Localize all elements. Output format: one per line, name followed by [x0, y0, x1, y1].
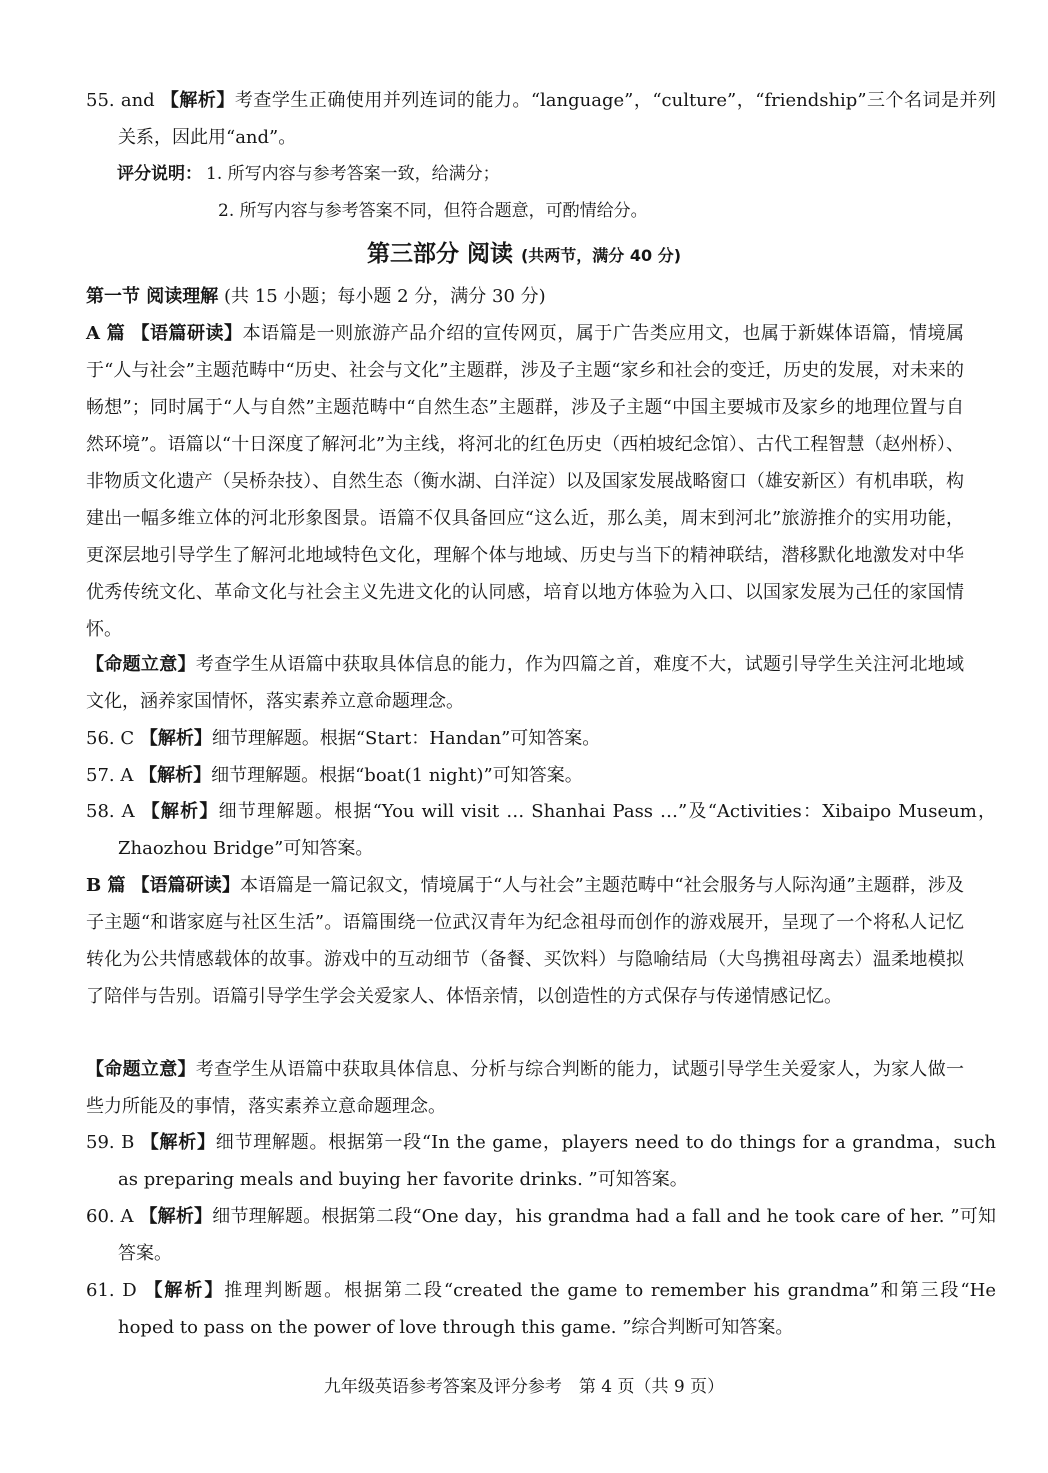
q61-tag: 【解析】 — [144, 1280, 225, 1301]
passage-b-intent — [86, 1051, 964, 1125]
q55-text: 考查学生正确使用并列连词的能力。“language”，“culture”，“friendship”三个名词是并列关系，因此用“and”。 — [118, 90, 996, 148]
q59-text: 细节理解题。根据第一段“In the game，players need to do things for a grandma，such as preparing meals and buying her favorite drinks. ”可知答案。 — [118, 1132, 996, 1190]
section1-title: 第一节 阅读理解 — [86, 286, 219, 307]
q58-tag: 【解析】 — [141, 801, 219, 822]
q57-number: 57. A — [86, 765, 134, 786]
passage-a-intent-text: 考查学生从语篇中获取具体信息的能力，作为四篇之首，难度不大，试题引导学生关注河北地域文化，涵养家国情怀，落实素养立意命题理念。 — [86, 654, 965, 712]
q60-number: 60. A — [86, 1206, 134, 1227]
q61-number: 61. D — [86, 1280, 137, 1301]
page-footer: 九年级英语参考答案及评分参考 第 4 页（共 9 页） — [323, 1377, 725, 1397]
q59-block — [86, 1124, 996, 1198]
q56-tag: 【解析】 — [139, 728, 212, 749]
part3-subtitle: (共两节，满分 40 分) — [520, 246, 682, 265]
q59-tag: 【解析】 — [140, 1132, 216, 1153]
q60-text: 细节理解题。根据第二段“One day，his grandma had a fall and he took care of her. ”可知答案。 — [118, 1206, 996, 1264]
passage-a-intent-tag: 【命题立意】 — [86, 654, 196, 675]
q57-text: 细节理解题。根据“boat(1 night)”可知答案。 — [211, 765, 583, 786]
passage-b-intent-text: 考查学生从语篇中获取具体信息、分析与综合判断的能力，试题引导学生关爱家人，为家人做一些力所能及的事情，落实素养立意命题理念。 — [86, 1059, 965, 1117]
q58-block — [86, 793, 996, 867]
q58-number: 58. A — [86, 801, 135, 822]
q60-block — [86, 1198, 996, 1272]
q56-text: 细节理解题。根据“Start：Handan”可知答案。 — [211, 728, 601, 749]
scoring-item-1: 1. 所写内容与参考答案一致，给满分； — [206, 164, 500, 184]
q57-tag: 【解析】 — [139, 765, 212, 786]
q60-tag: 【解析】 — [139, 1206, 213, 1227]
passage-b-text: 本语篇是一篇记叙文，情境属于“人与社会”主题范畴中“社会服务与人际沟通”主题群，涉及子主题“和谐家庭与社区生活”。语篇围绕一位武汉青年为纪念祖母而创作的游戏展开，呈现了一个将私人记忆转化为公共情感载体的故事。游戏中的互动细节（备餐、买饮料）与隐喻结局（大鸟携祖母离去）温柔地模拟了陪伴与告别。语篇引导学生学会关爱家人、体悟亲情，以创造性的方式保存与传递情感记忆。 — [86, 875, 964, 1007]
section1-subtitle: (共 15 小题；每小题 2 分，满分 30 分) — [224, 286, 546, 307]
q58-text: 细节理解题。根据“You will visit … Shanhai Pass …”及“Activities：Xibaipo Museum，Zhaozhou Bridge”可知答案。 — [118, 801, 997, 859]
q55-tag: 【解析】 — [160, 90, 235, 111]
q61-text: 推理判断题。根据第二段“created the game to remember his grandma”和第三段“He hoped to pass on the power of love through this game. ”综合判断可知答案。 — [118, 1280, 996, 1338]
q57-block — [86, 757, 996, 794]
q56-block — [86, 720, 996, 757]
passage-b-analysis — [86, 867, 964, 1015]
q56-number: 56. C — [86, 728, 135, 749]
q55-block — [86, 82, 996, 156]
q61-block — [86, 1272, 996, 1346]
passage-a-analysis — [86, 315, 964, 648]
section1-heading — [86, 278, 964, 315]
passage-a-label: A 篇 — [86, 323, 126, 344]
passage-a-text: 本语篇是一则旅游产品介绍的宣传网页，属于广告类应用文，也属于新媒体语篇，情境属于“人与社会”主题范畴中“历史、社会与文化”主题群，涉及子主题“家乡和社会的变迁，历史的发展，对未来的畅想”；同时属于“人与自然”主题范畴中“自然生态”主题群，涉及子主题“中国主要城市及家乡的地理位置与自然环境”。语篇以“十日深度了解河北”为主线，将河北的红色历史（西柏坡纪念馆）、古代工程智慧（赵州桥）、非物质文化遗产（吴桥杂技）、自然生态（衡水湖、白洋淀）以及国家发展战略窗口（雄安新区）有机串联，构建出一幅多维立体的河北形象图景。语篇不仅具备回应“这么近，那么美，周末到河北”旅游推介的实用功能，更深层地引导学生了解河北地域特色文化，理解个体与地域、历史与当下的精神联结，潜移默化地激发对中华优秀传统文化、革命文化与社会主义先进文化的认同感，培育以地方体验为入口、以国家发展为己任的家国情怀。 — [86, 323, 965, 640]
passage-b-intent-tag: 【命题立意】 — [86, 1059, 196, 1080]
scoring-label: 评分说明： — [117, 164, 202, 184]
passage-a-tag: 【语篇研读】 — [131, 323, 243, 344]
passage-a-intent — [86, 646, 964, 720]
scoring-item-2: 2. 所写内容与参考答案不同，但符合题意，可酌情给分。 — [218, 201, 648, 221]
part3-title-text: 第三部分 阅读 — [366, 241, 513, 267]
q55-number: 55. and — [86, 90, 155, 111]
passage-b-label: B 篇 — [86, 875, 126, 896]
q59-number: 59. B — [86, 1132, 135, 1153]
part3-title — [0, 234, 1048, 276]
passage-b-tag: 【语篇研读】 — [131, 875, 240, 896]
